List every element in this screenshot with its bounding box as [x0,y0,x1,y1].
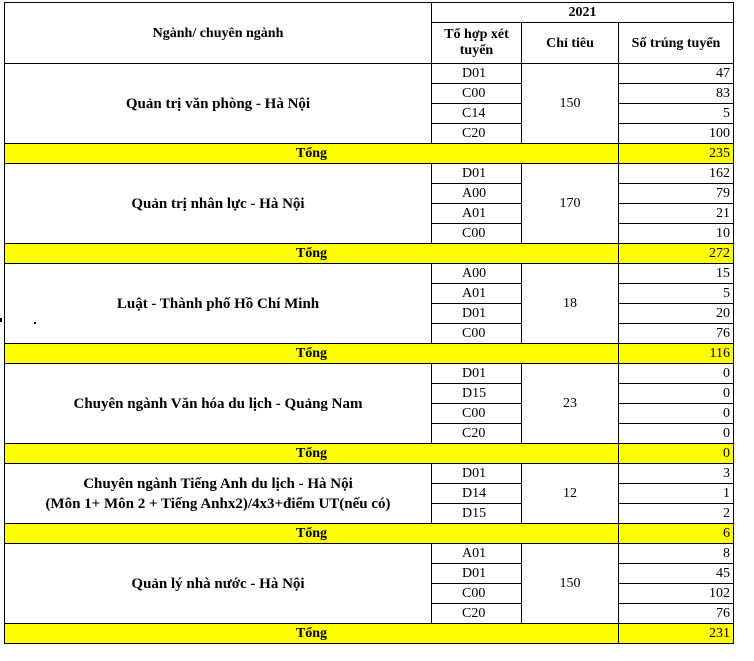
major-name: Quản lý nhà nước - Hà Nội [131,575,305,592]
total-label: Tổng [5,144,619,164]
admitted-count: 10 [619,224,734,244]
combination-code: C00 [432,224,522,244]
quota-value: 150 [522,64,619,144]
combination-code: D01 [432,164,522,184]
total-label: Tổng [5,624,619,644]
combination-code: C00 [432,324,522,344]
quota-value: 18 [522,264,619,344]
combination-code: A00 [432,264,522,284]
admitted-count: 162 [619,164,734,184]
major-name-cell [5,364,432,444]
combination-code: A00 [432,184,522,204]
total-row [5,624,734,644]
admitted-count: 3 [619,464,734,484]
admitted-count: 83 [619,84,734,104]
major-score-formula: (Môn 1+ Môn 2 + Tiếng Anhx2)/4x3+điểm UT(nếu có) [45,495,391,512]
combination-code: A01 [432,204,522,224]
combination-code: C14 [432,104,522,124]
admitted-count: 45 [619,564,734,584]
total-row [5,524,734,544]
combination-code: D01 [432,304,522,324]
admitted-count: 0 [619,364,734,384]
admitted-count: 76 [619,324,734,344]
header-major: Ngành/ chuyên ngành [5,3,432,64]
admitted-count: 5 [619,104,734,124]
admitted-count: 5 [619,284,734,304]
combination-code: D15 [432,504,522,524]
combination-code: C00 [432,404,522,424]
total-label: Tổng [5,524,619,544]
table-row [5,264,734,284]
admitted-count: 79 [619,184,734,204]
admitted-count: 0 [619,384,734,404]
admitted-count: 2 [619,504,734,524]
major-name-cell [5,544,432,624]
table-row [5,544,734,564]
header-quota: Chỉ tiêu [522,23,619,64]
major-name-cell [5,264,432,344]
admitted-count: 15 [619,264,734,284]
combination-code: C20 [432,604,522,624]
table-body [5,64,734,644]
quota-value: 170 [522,164,619,244]
table-row [5,464,734,484]
admitted-count: 20 [619,304,734,324]
stray-dot [34,322,36,324]
table-row [5,364,734,384]
total-row [5,244,734,264]
total-row [5,144,734,164]
admitted-count: 102 [619,584,734,604]
table-row [5,64,734,84]
major-name: Quản trị nhân lực - Hà Nội [131,195,305,212]
major-name: Luật - Thành phố Hồ Chí Minh [116,295,320,312]
combination-code: D01 [432,464,522,484]
combination-code: C20 [432,124,522,144]
quota-value: 23 [522,364,619,444]
combination-code: C00 [432,84,522,104]
header-combination: Tổ hợp xét tuyển [432,23,522,64]
major-name-cell [5,64,432,144]
combination-code: A01 [432,544,522,564]
admitted-count: 76 [619,604,734,624]
total-label: Tổng [5,344,619,364]
combination-code: D15 [432,384,522,404]
admitted-count: 0 [619,424,734,444]
total-value: 272 [619,244,734,264]
major-name: Quản trị văn phòng - Hà Nội [125,95,311,112]
combination-code: A01 [432,284,522,304]
total-value: 116 [619,344,734,364]
quota-value: 150 [522,544,619,624]
major-name: Chuyên ngành Tiếng Anh du lịch - Hà Nội [83,475,353,492]
admitted-count: 8 [619,544,734,564]
major-name-cell [5,164,432,244]
combination-code: D14 [432,484,522,504]
header-year: 2021 [432,3,734,23]
table-row [5,164,734,184]
total-value: 6 [619,524,734,544]
combination-code: C00 [432,584,522,604]
admitted-count: 100 [619,124,734,144]
combination-code: D01 [432,564,522,584]
admitted-count: 47 [619,64,734,84]
admitted-count: 1 [619,484,734,504]
major-name: Chuyên ngành Văn hóa du lịch - Quảng Nam [73,395,363,412]
total-value: 0 [619,444,734,464]
major-name-cell [5,464,432,524]
admitted-count: 21 [619,204,734,224]
total-value: 235 [619,144,734,164]
admitted-count: 0 [619,404,734,424]
table-header [5,3,734,64]
header-admitted: Số trúng tuyển [619,23,734,64]
combination-code: D01 [432,64,522,84]
combination-code: C20 [432,424,522,444]
total-label: Tổng [5,444,619,464]
admission-results-table [4,2,734,644]
combination-code: D01 [432,364,522,384]
total-row [5,444,734,464]
quota-value: 12 [522,464,619,524]
total-value: 231 [619,624,734,644]
total-row [5,344,734,364]
stray-mark [0,318,2,322]
total-label: Tổng [5,244,619,264]
